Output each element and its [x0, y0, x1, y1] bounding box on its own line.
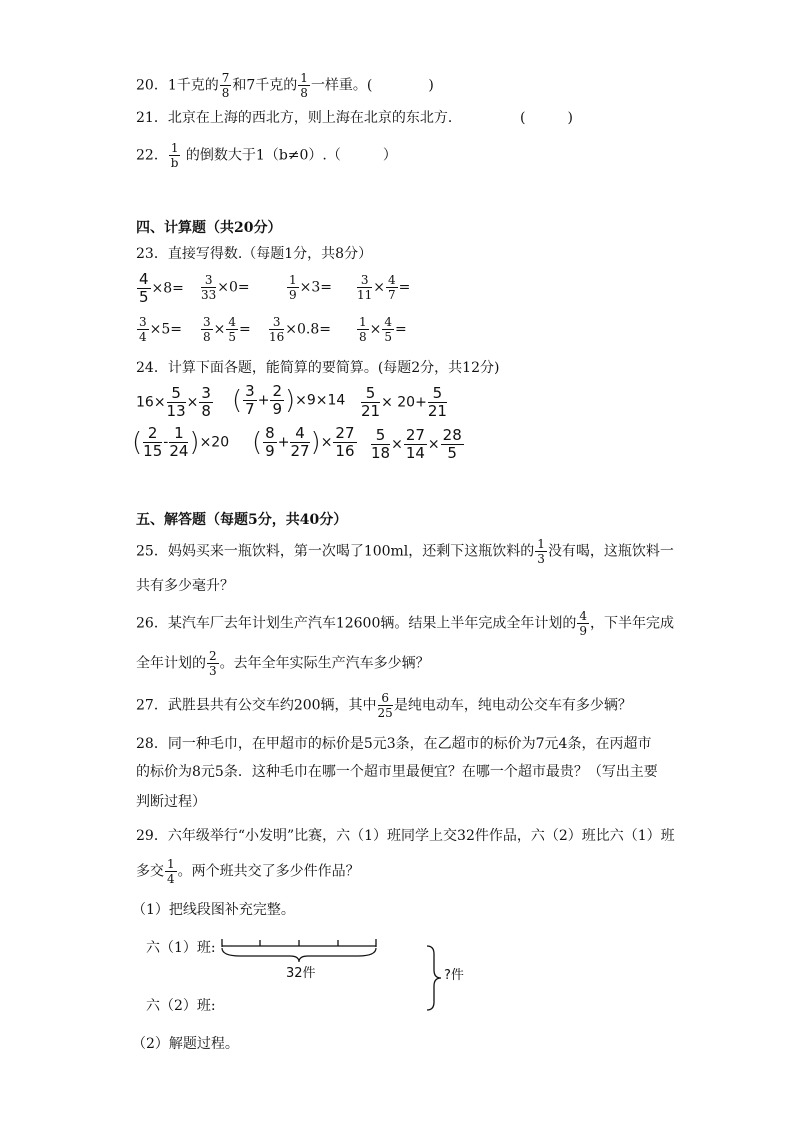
question-22: 22． $\frac{1}{b}$ 的倒数大于1（b≠0）.（ ）: [136, 141, 397, 170]
class-2-label: 六（2）班:: [146, 998, 216, 1014]
fraction: $\frac{1}{b}$: [170, 141, 179, 170]
question-29-line-2: 多交 $\frac{1}{4}$ 。两个班共交了多少件作品？: [136, 857, 360, 886]
class-1-label: 六（1）班:: [146, 940, 216, 956]
calc-item: $\frac{3}{16}$ ×0.8=: [269, 315, 332, 344]
question-28-line-1: 28．同一种毛巾，在甲超市的标价是5元3条，在乙超市的标价为7元4条，在丙超市: [136, 736, 652, 752]
fraction: $\frac{1}{8}$: [300, 71, 308, 100]
question-20: 20．1千克的 $\frac{7}{8}$ 和7千克的 $\frac{1}{8}$ 一样重。( ): [136, 71, 434, 100]
count-label: 32件: [286, 966, 316, 981]
section-5-title: 五、解答题（每题5分，共40分）: [136, 512, 348, 528]
expression-5: ( $\frac{8}{9}$ + $\frac{4}{27}$ )× $\frac{27}{16}$: [252, 424, 355, 460]
section-4-title: 四、计算题（共20分）: [136, 220, 282, 236]
expression-1: 16× $\frac{5}{13}$ × $\frac{3}{8}$: [136, 384, 211, 420]
answer-paren[interactable]: ( ): [520, 110, 573, 126]
question-28-line-3: 判断过程）: [136, 794, 206, 810]
calc-item: $\frac{1}{9}$ ×3=: [289, 273, 333, 302]
calc-item: $\frac{3}{33}$ ×0=: [201, 273, 250, 302]
calc-item: $\frac{3}{8}$ × $\frac{4}{5}$ =: [203, 315, 251, 344]
expression-4: ( $\frac{2}{15}$ - $\frac{1}{24}$ )×20: [132, 424, 230, 460]
q29-sub-2: （2）解题过程。: [132, 1036, 239, 1052]
calc-item: $\frac{4}{5}$ ×8=: [139, 270, 184, 306]
question-28-line-2: 的标价为8元5条．这种毛巾在哪一个超市里最便宜？在哪一个超市最贵？（写出主要: [136, 764, 658, 780]
question-23: 23．直接写得数.（每题1分，共8分）: [136, 246, 373, 262]
question-21: 21．北京在上海的西北方，则上海在北京的东北方．: [136, 110, 462, 126]
calc-item: $\frac{3}{11}$ × $\frac{4}{7}$ =: [357, 273, 411, 302]
question-26-line-1: 26．某汽车厂去年计划生产汽车12600辆。结果上半年完成全年计划的 $\frac{4}{9}$ ，下半年完成: [136, 609, 674, 638]
expression-6: $\frac{5}{18}$ × $\frac{27}{14}$ × $\frac{28}{5}$: [371, 426, 462, 462]
question-27: 27．武胜县共有公交车约200辆，其中 $\frac{6}{25}$ 是纯电动车，纯电动公交车有多少辆？: [136, 691, 632, 720]
q29-sub-1: （1）把线段图补充完整。: [132, 902, 295, 918]
expression-3: $\frac{5}{21}$ × 20+ $\frac{5}{21}$: [361, 384, 447, 420]
calc-item: $\frac{3}{4}$ ×5=: [139, 315, 183, 344]
question-25-line-2: 共有多少毫升？: [136, 578, 234, 594]
right-brace: [424, 944, 444, 1012]
question-26-line-2: 全年计划的 $\frac{2}{3}$ 。去年全年实际生产汽车多少辆？: [136, 649, 430, 678]
fraction: $\frac{7}{8}$: [221, 71, 230, 100]
question-25-line-1: 25．妈妈买来一瓶饮料，第一次喝了100ml，还剩下这瓶饮料的 $\frac{1}{3}$ 没有喝，这瓶饮料一: [136, 537, 674, 566]
expression-2: ( $\frac{3}{7}$ + $\frac{2}{9}$ )×9×14: [232, 382, 346, 418]
total-label: ?件: [444, 968, 464, 983]
question-29-line-1: 29．六年级举行“小发明”比赛，六（1）班同学上交32件作品，六（2）班比六（1）班: [136, 828, 675, 844]
question-24: 24．计算下面各题，能简算的要简算。(每题2分，共12分): [136, 360, 500, 376]
calc-item: $\frac{1}{8}$ × $\frac{4}{5}$ =: [359, 315, 407, 344]
